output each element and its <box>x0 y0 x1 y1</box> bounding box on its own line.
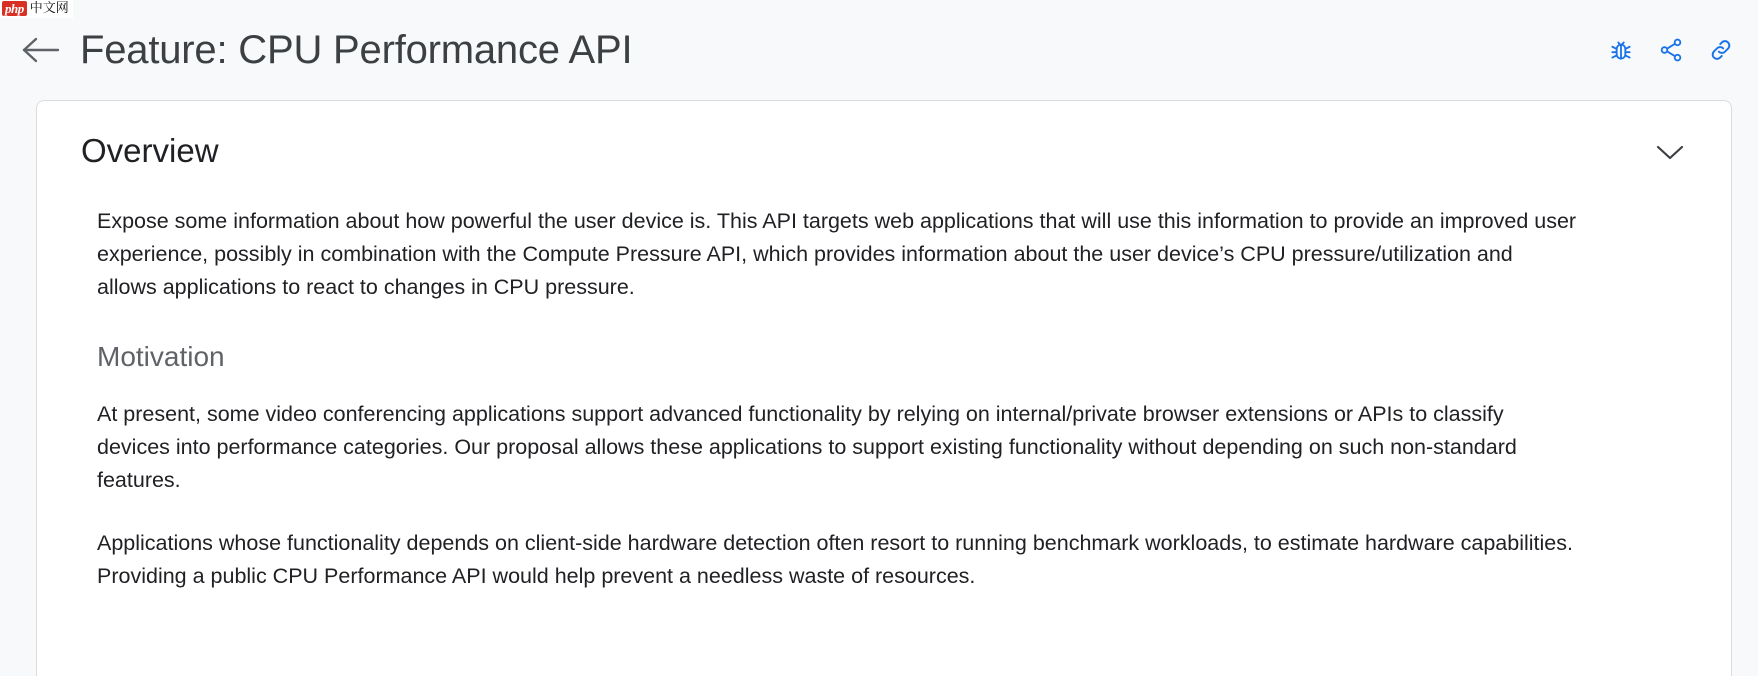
motivation-paragraph-1: At present, some video conferencing applications support advanced functionality by relying on internal/private browser extensions or APIs to classify devices into performance categories. Our proposal allows these applications to support existing functionality without depending on such non-standard features. <box>97 402 1517 492</box>
overview-card <box>36 100 1732 676</box>
overview-body <box>81 205 1691 593</box>
share-icon[interactable] <box>1656 35 1686 65</box>
arrow-left-icon[interactable] <box>18 27 64 73</box>
header-actions <box>1606 35 1736 65</box>
overview-card-header <box>81 131 1691 171</box>
page-title: Feature: CPU Performance API <box>80 27 633 72</box>
page-header <box>0 0 1758 100</box>
overview-paragraph-1: Expose some information about how powerful the user device is. This API targets web applications that will use this information to provide an improved user experience, possibly in combination with the Compute Pressure API, which provides information about the user device’s CPU pressure/utilization and allows applications to react to changes in CPU pressure. <box>97 209 1577 299</box>
php-logo-icon: php <box>2 1 27 16</box>
site-watermark <box>0 0 73 18</box>
link-icon[interactable] <box>1706 35 1736 65</box>
section-title-overview: Overview <box>81 132 219 169</box>
section-title-motivation: Motivation <box>97 341 225 372</box>
chevron-down-icon[interactable] <box>1653 135 1687 169</box>
watermark-label: 中文网 <box>29 1 69 16</box>
motivation-paragraph-2: Applications whose functionality depends on client-side hardware detection often resort to running benchmark workloads, to estimate hardware capabilities. Providing a public CPU Performance API would help prevent a needless waste of resources. <box>97 531 1573 588</box>
bug-icon[interactable] <box>1606 35 1636 65</box>
